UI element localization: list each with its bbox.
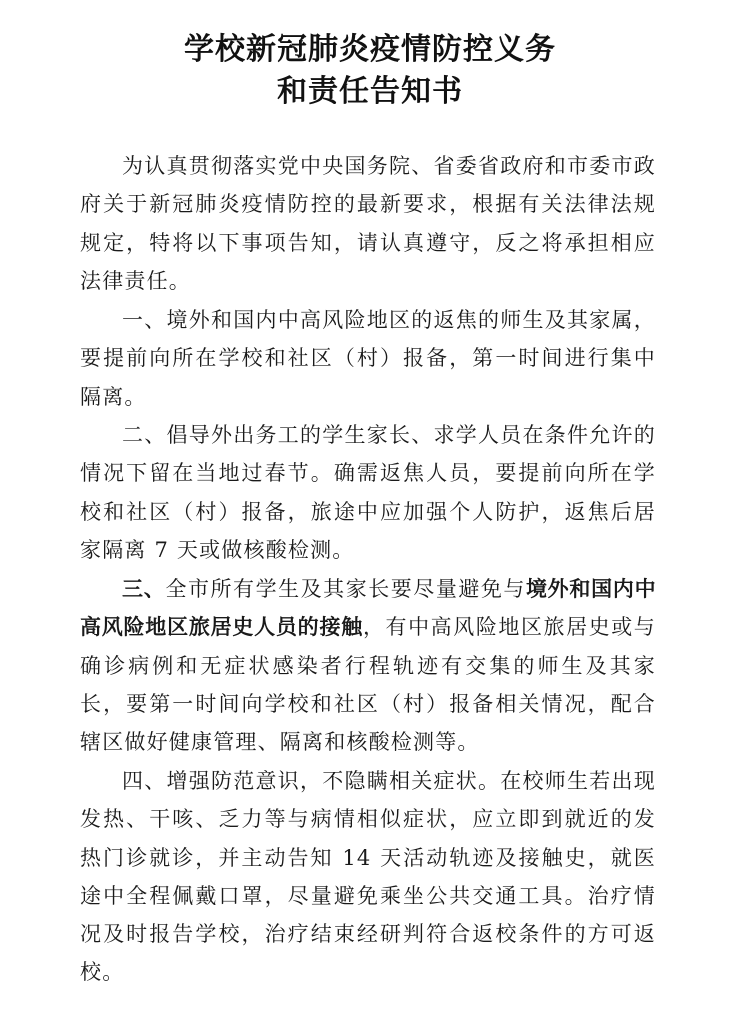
item-2-paragraph: 二、倡导外出务工的学生家长、求学人员在条件允许的情况下留在当地过春节。确需返焦人员，要提前向所在学校和社区（村）报备，旅途中应加强个人防护，返焦后居家隔离 7 天或做核酸检测。 [80, 423, 656, 562]
intro-paragraph: 为认真贯彻落实党中央国务院、省委省政府和市委市政府关于新冠肺炎疫情防控的最新要求，根据有关法律法规规定，特将以下事项告知，请认真遵守，反之将承担相应法律责任。 [80, 154, 656, 293]
item-3-rest-text: ，有中高风险地区旅居史或与确诊病例和无症状感染者行程轨迹有交集的师生及其家长，要第一时间向学校和社区（村）报备相关情况，配合辖区做好健康管理、隔离和核酸检测等。 [80, 615, 656, 755]
item-4-paragraph: 四、增强防范意识，不隐瞒相关症状。在校师生若出现发热、干咳、乏力等与病情相似症状，应立即到就近的发热门诊就诊，并主动告知 14 天活动轨迹及接触史，就医途中全程佩戴口罩，尽量避免乘坐公共交通工具。治疗情况及时报告学校，治疗结束经研判符合返校条件的方可返校。 [80, 769, 656, 985]
item-3-paragraph [80, 570, 656, 761]
item-1-paragraph: 一、境外和国内中高风险地区的返焦的师生及其家属，要提前向所在学校和社区（村）报备，第一时间进行集中隔离。 [80, 308, 656, 409]
document-title-line-2: 和责任告知书 [277, 74, 463, 109]
item-3-lead-text: 全市所有学生及其家长要尽量避免与 [165, 577, 526, 601]
item-3-number: 三、 [122, 577, 166, 601]
document-title-line-1: 学校新冠肺炎疫情防控义务 [184, 32, 556, 67]
item-3-emphasis: 境外和国内中高风险地区旅居史人员的接触 [80, 577, 656, 640]
